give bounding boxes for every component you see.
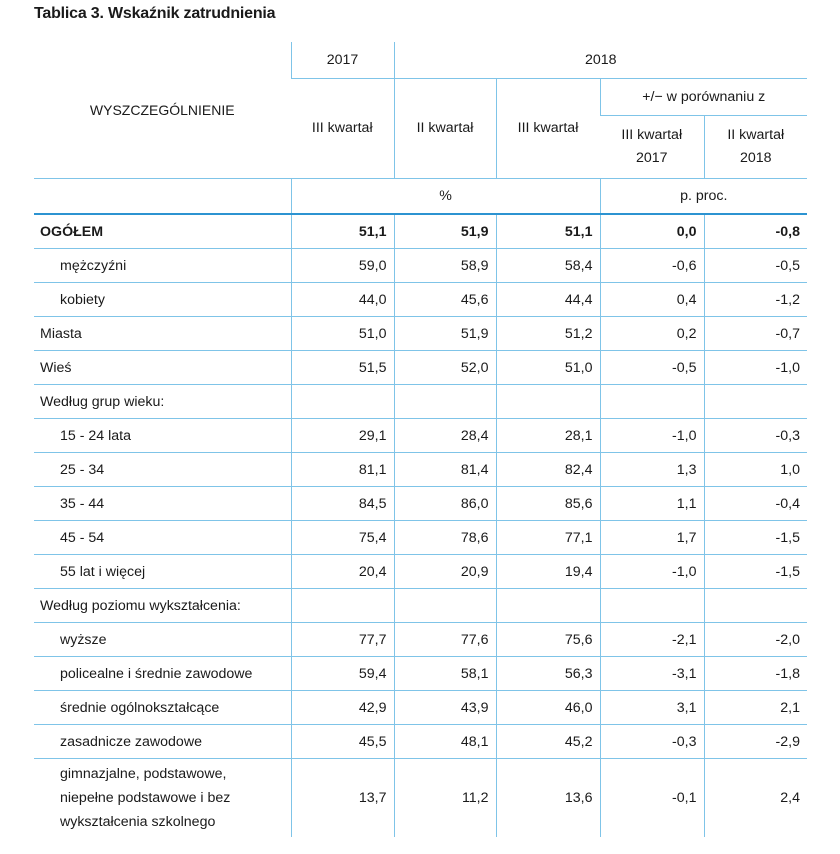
row-label: Wieś [34, 351, 291, 385]
cell-2018-q3: 51,0 [496, 351, 600, 385]
section-label: Według grup wieku: [34, 385, 291, 419]
cell-2018-q3: 19,4 [496, 555, 600, 589]
header-cmp1-line1: III kwartał [621, 126, 683, 143]
cell-change-vs-q3-2017: 0,0 [600, 214, 704, 249]
row-label: 35 - 44 [34, 487, 291, 521]
cell-2017-q3: 42,9 [291, 691, 394, 725]
cell-change-vs-q2-2018: -1,8 [704, 657, 807, 691]
cell-2017-q3: 51,5 [291, 351, 394, 385]
cell-2018-q2: 51,9 [394, 317, 496, 351]
cell-change-vs-q2-2018: 2,1 [704, 691, 807, 725]
cell-2018-q2: 52,0 [394, 351, 496, 385]
cell-2018-q2: 58,9 [394, 249, 496, 283]
cell-change-vs-q3-2017: -1,0 [600, 555, 704, 589]
cell-change-vs-q2-2018: -0,8 [704, 214, 807, 249]
header-2017-q3: III kwartał [291, 78, 394, 178]
table-row [34, 317, 807, 351]
table-row [34, 419, 807, 453]
row-label: 15 - 24 lata [34, 419, 291, 453]
cell-2018-q2: 45,6 [394, 283, 496, 317]
row-label: średnie ogólnokształcące [34, 691, 291, 725]
cell-change-vs-q2-2018: -0,3 [704, 419, 807, 453]
table-row [34, 521, 807, 555]
cell-2018-q2: 58,1 [394, 657, 496, 691]
cell-change-vs-q3-2017: -0,1 [600, 759, 704, 838]
cell-2018-q2: 20,9 [394, 555, 496, 589]
cell-2018-q3: 82,4 [496, 453, 600, 487]
cell-change-vs-q3-2017: 1,3 [600, 453, 704, 487]
section-label: Według poziomu wykształcenia: [34, 589, 291, 623]
table-row [34, 487, 807, 521]
cell-2017-q3: 77,7 [291, 623, 394, 657]
cell-2018-q3: 51,1 [496, 214, 600, 249]
cell-change-vs-q2-2018: 1,0 [704, 453, 807, 487]
cell-change-vs-q3-2017: -0,6 [600, 249, 704, 283]
cell-2018-q2: 77,6 [394, 623, 496, 657]
table-row [34, 725, 807, 759]
cell-2017-q3: 81,1 [291, 453, 394, 487]
row-label: wyższe [34, 623, 291, 657]
cell-2018-q2: 48,1 [394, 725, 496, 759]
row-label: mężczyźni [34, 249, 291, 283]
cell-change-vs-q3-2017: -3,1 [600, 657, 704, 691]
cell-2018-q3: 75,6 [496, 623, 600, 657]
cell-2017-q3: 75,4 [291, 521, 394, 555]
cell-2017-q3: 20,4 [291, 555, 394, 589]
cell-2018-q3: 51,2 [496, 317, 600, 351]
table-row [34, 249, 807, 283]
cell-change-vs-q3-2017: 3,1 [600, 691, 704, 725]
cell-2017-q3: 44,0 [291, 283, 394, 317]
cell-2017-q3: 84,5 [291, 487, 394, 521]
cell-change-vs-q2-2018: -0,4 [704, 487, 807, 521]
cell-2018-q2: 51,9 [394, 214, 496, 249]
cell-change-vs-q3-2017: 1,1 [600, 487, 704, 521]
cell-2018-q2: 86,0 [394, 487, 496, 521]
table-row [34, 453, 807, 487]
cell-change-vs-q3-2017: 1,7 [600, 521, 704, 555]
table-row-section-education [34, 589, 807, 623]
header-change-label: +/− w porównaniu z [600, 78, 807, 115]
header-2018-q2: II kwartał [394, 78, 496, 178]
cell-change-vs-q2-2018: -1,5 [704, 555, 807, 589]
row-label: Miasta [34, 317, 291, 351]
cell-change-vs-q2-2018: -0,5 [704, 249, 807, 283]
header-row-label: WYSZCZEGÓLNIENIE [34, 42, 291, 178]
cell-2018-q2: 81,4 [394, 453, 496, 487]
cell-2018-q3: 13,6 [496, 759, 600, 838]
row-label-line: niepełne podstawowe i bez [60, 790, 231, 806]
header-cmp1-line2: 2017 [635, 149, 668, 166]
header-2018-q3: III kwartał [496, 78, 600, 178]
header-cmp2-line2: 2018 [739, 149, 772, 166]
row-label: kobiety [34, 283, 291, 317]
cell-2017-q3: 13,7 [291, 759, 394, 838]
cell-2018-q3: 46,0 [496, 691, 600, 725]
cell-2017-q3: 29,1 [291, 419, 394, 453]
cell-2018-q2: 28,4 [394, 419, 496, 453]
header-year-2018: 2018 [394, 42, 807, 78]
cell-2017-q3: 51,0 [291, 317, 394, 351]
row-label: 55 lat i więcej [34, 555, 291, 589]
cell-2018-q3: 56,3 [496, 657, 600, 691]
cell-change-vs-q2-2018: -2,9 [704, 725, 807, 759]
row-label: 45 - 54 [34, 521, 291, 555]
employment-rate-table [34, 42, 807, 837]
row-label-line: wykształcenia szkolnego [60, 814, 216, 830]
cell-2018-q2: 11,2 [394, 759, 496, 838]
header-unit-percent: % [291, 178, 600, 214]
cell-2017-q3: 45,5 [291, 725, 394, 759]
cell-change-vs-q3-2017: -1,0 [600, 419, 704, 453]
cell-change-vs-q3-2017: 0,2 [600, 317, 704, 351]
cell-2018-q2: 43,9 [394, 691, 496, 725]
cell-2018-q3: 58,4 [496, 249, 600, 283]
cell-change-vs-q3-2017: -0,3 [600, 725, 704, 759]
table-row [34, 623, 807, 657]
table-row-total [34, 214, 807, 249]
table-row [34, 555, 807, 589]
row-label-multiline [34, 759, 291, 838]
row-label: zasadnicze zawodowe [34, 725, 291, 759]
cell-change-vs-q3-2017: -0,5 [600, 351, 704, 385]
cell-change-vs-q2-2018: -0,7 [704, 317, 807, 351]
cell-2017-q3: 59,0 [291, 249, 394, 283]
header-cmp-q3-2017 [600, 115, 704, 178]
cell-2018-q3: 77,1 [496, 521, 600, 555]
table-row [34, 351, 807, 385]
row-label-line: gimnazjalne, podstawowe, [60, 766, 227, 782]
cell-change-vs-q2-2018: -1,0 [704, 351, 807, 385]
cell-change-vs-q2-2018: 2,4 [704, 759, 807, 838]
cell-change-vs-q2-2018: -2,0 [704, 623, 807, 657]
header-unit-blank [34, 178, 291, 214]
cell-2017-q3: 51,1 [291, 214, 394, 249]
row-label: OGÓŁEM [34, 214, 291, 249]
table-row [34, 283, 807, 317]
cell-change-vs-q2-2018: -1,2 [704, 283, 807, 317]
header-cmp2-line1: II kwartał [727, 126, 785, 143]
cell-change-vs-q2-2018: -1,5 [704, 521, 807, 555]
table-row [34, 759, 807, 838]
cell-2017-q3: 59,4 [291, 657, 394, 691]
row-label: 25 - 34 [34, 453, 291, 487]
cell-2018-q3: 85,6 [496, 487, 600, 521]
header-unit-pp: p. proc. [600, 178, 807, 214]
cell-2018-q2: 78,6 [394, 521, 496, 555]
table-title: Tablica 3. Wskaźnik zatrudnienia [34, 5, 276, 22]
header-cmp-q2-2018 [704, 115, 807, 178]
table-row-section-age [34, 385, 807, 419]
table-row [34, 691, 807, 725]
header-year-2017: 2017 [291, 42, 394, 78]
cell-2018-q3: 44,4 [496, 283, 600, 317]
cell-change-vs-q3-2017: 0,4 [600, 283, 704, 317]
cell-change-vs-q3-2017: -2,1 [600, 623, 704, 657]
row-label: policealne i średnie zawodowe [34, 657, 291, 691]
cell-2018-q3: 28,1 [496, 419, 600, 453]
cell-2018-q3: 45,2 [496, 725, 600, 759]
table-row [34, 657, 807, 691]
